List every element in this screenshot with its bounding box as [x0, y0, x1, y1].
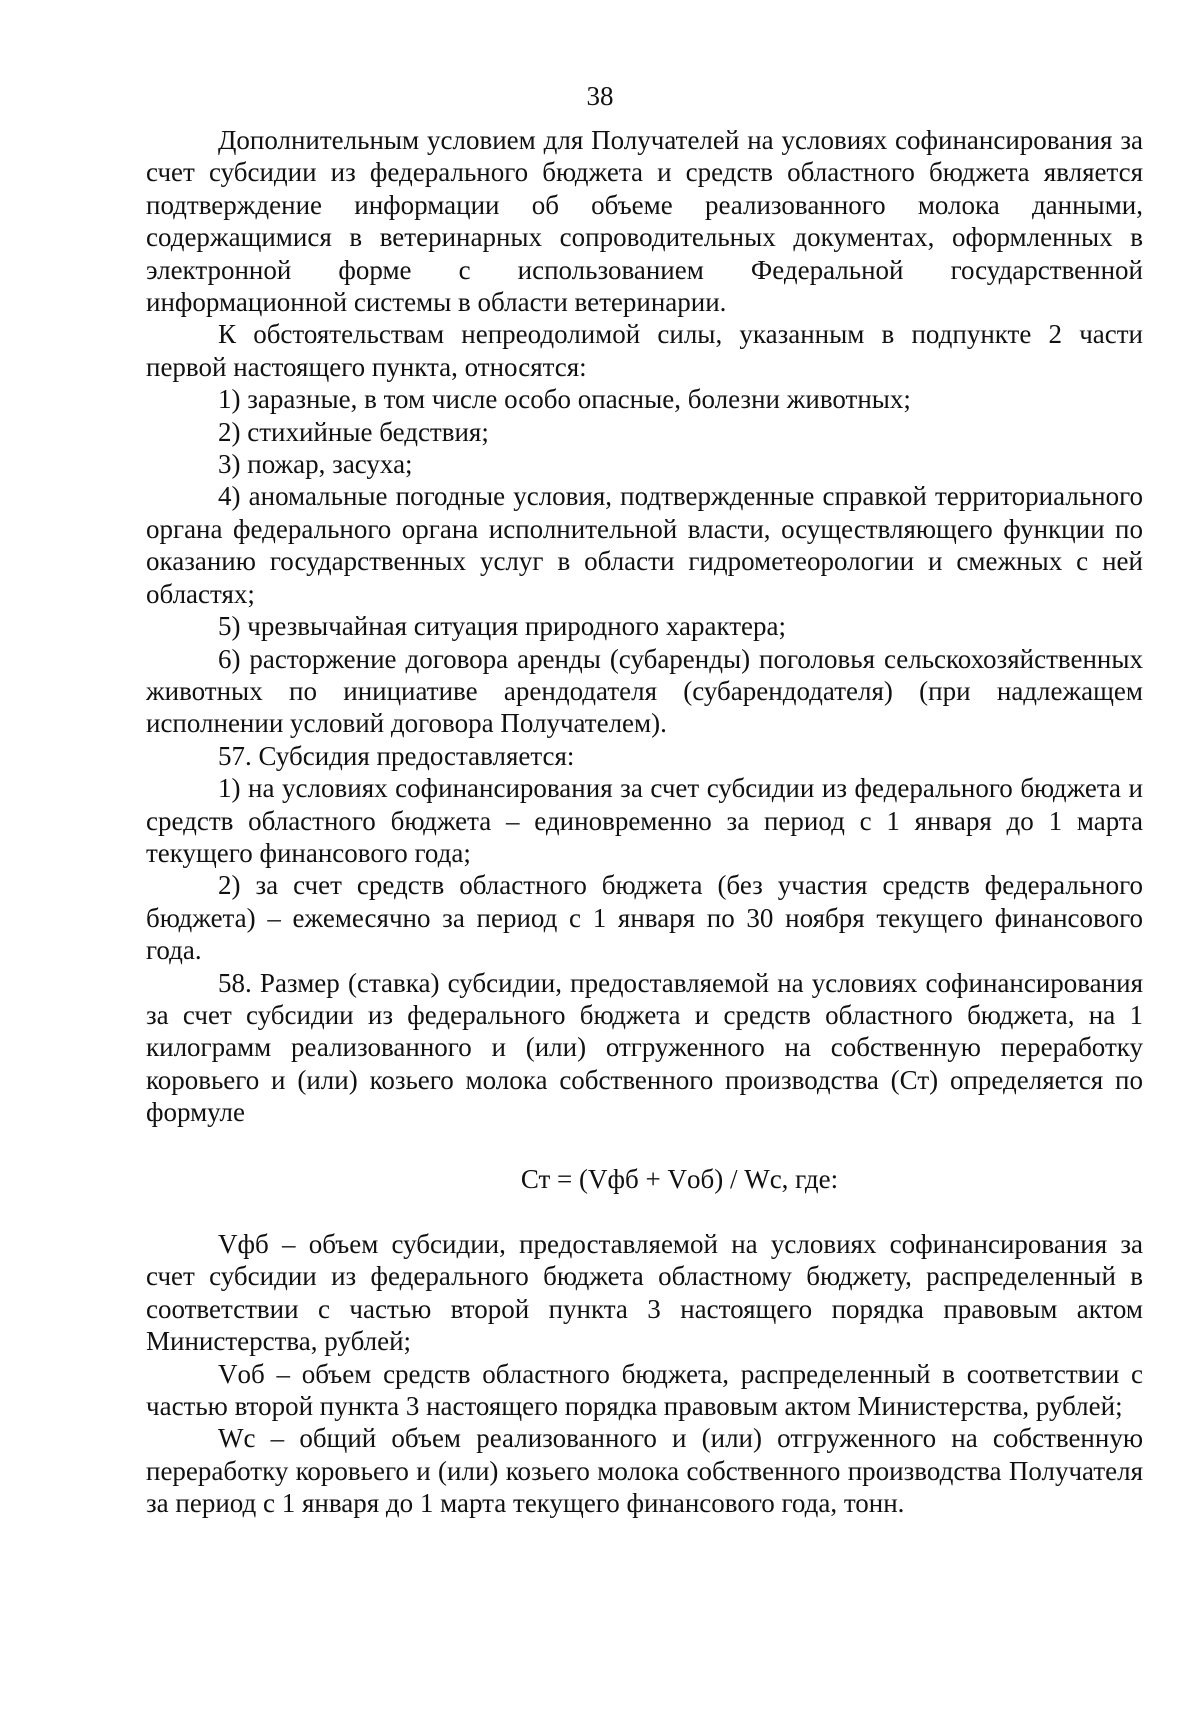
paragraph-verification-condition: Дополнительным условием для Получателей на условиях софинансирования за счет субсидии из федерального бюджета и средств областного бюджета является подтверждение информации об объеме реализованного молока данными, содержащимися в ветеринарных сопроводительных документах, оформленных в электронной форме с использованием Федеральной государственной информационной системы в области ветеринарии.	[146, 125, 1143, 318]
definition-vob: Vоб – объем средств областного бюджета, распределенный в соответствии с частью второй пункта 3 настоящего порядка правовым актом Министерства, рублей;	[146, 1358, 1143, 1422]
definition-wc: Wс – общий объем реализованного и (или) отгруженного на собственную переработку коровьего и (или) козьего молока собственного производства Получателя за период с 1 января до 1 марта текущего финансового года, тонн.	[146, 1423, 1143, 1519]
definition-vfb: Vфб – объем субсидии, предоставляемой на условиях софинансирования за счет субсидии из федерального бюджета областному бюджету, распределенный в соответствии с частью второй пункта 3 настоящего порядка правовым актом Министерства, рублей;	[146, 1229, 1143, 1357]
paragraph-force-majeure-intro: К обстоятельствам непреодолимой силы, указанным в подпункте 2 части первой настоящего пункта, относятся:	[146, 319, 1143, 382]
list-item-diseases: 1) заразные, в том числе особо опасные, болезни животных;	[218, 384, 911, 415]
section-57-heading: 57. Субсидия предоставляется:	[218, 740, 575, 771]
section-58-paragraph: 58. Размер (ставка) субсидии, предоставляемой на условиях софинансирования за счет субсидии из федерального бюджета и средств областного бюджета, на 1 килограмм реализованного и (или) отгруженного на собственную переработку коровьего и (или) козьего молока собственного производства (Ст) определяется по формуле	[146, 967, 1143, 1128]
rate-formula: Ст = (Vфб + Vоб) / Wс, где:	[520, 1163, 839, 1194]
list-item-natural-disasters: 2) стихийные бедствия;	[218, 416, 489, 447]
list-item-lease-termination: 6) расторжение договора аренды (субаренды) поголовья сельскохозяйственных животных по инициативе арендодателя (субарендодателя) (при надлежащем исполнении условий договора Получателем).	[146, 643, 1143, 739]
section-57-item-2: 2) за счет средств областного бюджета (без участия средств федерального бюджета) – ежемесячно за период с 1 января по 30 ноября текущего финансового года.	[146, 870, 1143, 966]
page-number: 38	[586, 81, 614, 111]
section-57-item-1: 1) на условиях софинансирования за счет субсидии из федерального бюджета и средств областного бюджета – единовременно за период с 1 января до 1 марта текущего финансового года;	[146, 773, 1143, 868]
list-item-emergency: 5) чрезвычайная ситуация природного характера;	[218, 611, 786, 642]
list-item-fire-drought: 3) пожар, засуха;	[218, 449, 413, 480]
list-item-weather: 4) аномальные погодные условия, подтвержденные справкой территориального органа федерального органа исполнительной власти, осуществляющего функции по оказанию государственных услуг в области гидрометеорологии и смежных с ней областях;	[146, 481, 1143, 609]
document-body	[146, 124, 1143, 1520]
